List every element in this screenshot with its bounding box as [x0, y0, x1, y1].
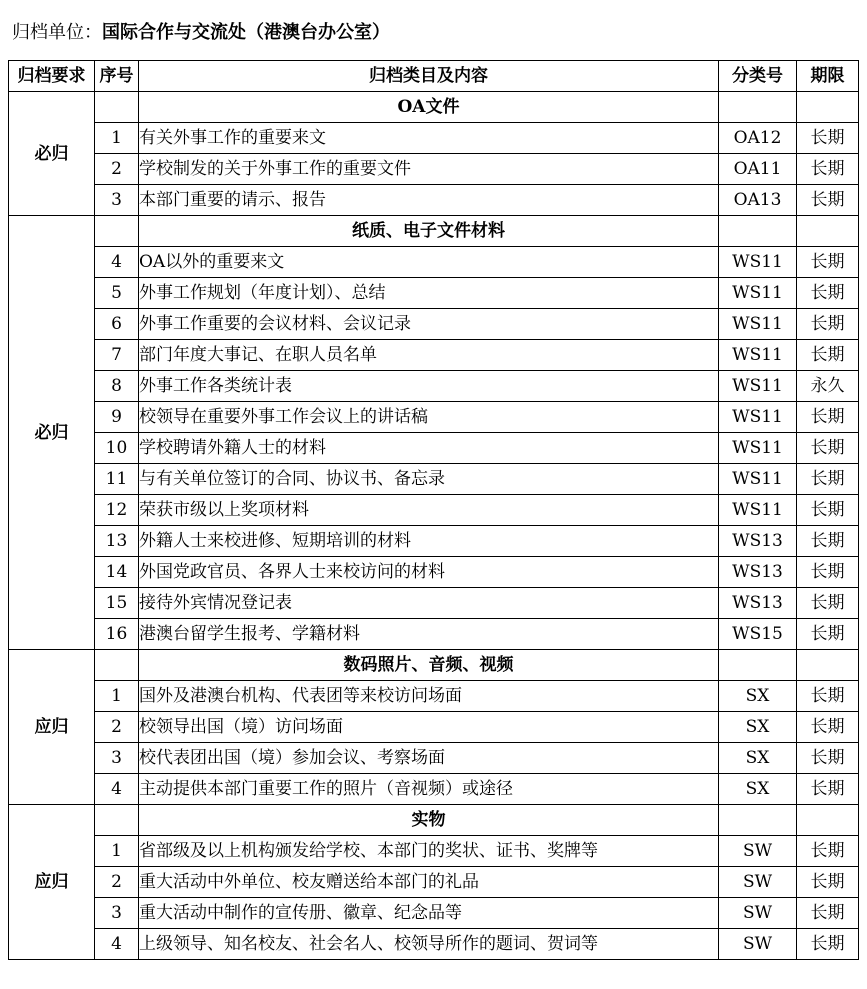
- empty-cell: [95, 92, 139, 123]
- row-period: 长期: [797, 433, 859, 464]
- table-row: [9, 340, 859, 371]
- row-number: 2: [95, 154, 139, 185]
- row-period: 长期: [797, 929, 859, 960]
- row-category-code: WS11: [719, 278, 797, 309]
- section-title-row: [9, 650, 859, 681]
- row-period: 长期: [797, 743, 859, 774]
- row-category-code: SW: [719, 836, 797, 867]
- table-row: [9, 185, 859, 216]
- row-number: 13: [95, 526, 139, 557]
- column-header-period: 期限: [797, 61, 859, 92]
- row-number: 1: [95, 681, 139, 712]
- row-number: 7: [95, 340, 139, 371]
- table-row: [9, 557, 859, 588]
- row-category-code: WS11: [719, 247, 797, 278]
- table-row: [9, 743, 859, 774]
- table-body: [9, 92, 859, 960]
- row-category-code: SX: [719, 774, 797, 805]
- archive-unit-line: [12, 20, 390, 46]
- row-number: 2: [95, 712, 139, 743]
- row-category-code: SW: [719, 929, 797, 960]
- row-content: 重大活动中制作的宣传册、徽章、纪念品等: [139, 898, 719, 929]
- row-category-code: WS11: [719, 433, 797, 464]
- row-period: 长期: [797, 867, 859, 898]
- archive-unit-name: 国际合作与交流处（港澳台办公室）: [102, 22, 390, 43]
- row-content: 外事工作规划（年度计划）、总结: [139, 278, 719, 309]
- requirement-cell: 应归: [9, 805, 95, 960]
- table-row: [9, 154, 859, 185]
- table-row: [9, 464, 859, 495]
- row-number: 12: [95, 495, 139, 526]
- row-content: 主动提供本部门重要工作的照片（音视频）或途径: [139, 774, 719, 805]
- empty-cell: [719, 216, 797, 247]
- table-row: [9, 402, 859, 433]
- row-number: 5: [95, 278, 139, 309]
- row-period: 长期: [797, 464, 859, 495]
- row-category-code: WS11: [719, 371, 797, 402]
- table-row: [9, 929, 859, 960]
- row-period: 长期: [797, 402, 859, 433]
- row-number: 15: [95, 588, 139, 619]
- section-title: 纸质、电子文件材料: [139, 216, 719, 247]
- section-title-row: [9, 216, 859, 247]
- row-period: 长期: [797, 154, 859, 185]
- empty-cell: [797, 805, 859, 836]
- row-category-code: OA12: [719, 123, 797, 154]
- table-row: [9, 712, 859, 743]
- row-number: 4: [95, 929, 139, 960]
- requirement-cell: 应归: [9, 650, 95, 805]
- row-number: 10: [95, 433, 139, 464]
- empty-cell: [719, 805, 797, 836]
- row-content: 校领导在重要外事工作会议上的讲话稿: [139, 402, 719, 433]
- row-period: 长期: [797, 619, 859, 650]
- row-number: 2: [95, 867, 139, 898]
- row-content: 校代表团出国（境）参加会议、考察场面: [139, 743, 719, 774]
- table-row: [9, 123, 859, 154]
- row-content: 荣获市级以上奖项材料: [139, 495, 719, 526]
- row-period: 长期: [797, 836, 859, 867]
- row-content: 省部级及以上机构颁发给学校、本部门的奖状、证书、奖牌等: [139, 836, 719, 867]
- row-content: 国外及港澳台机构、代表团等来校访问场面: [139, 681, 719, 712]
- row-content: 校领导出国（境）访问场面: [139, 712, 719, 743]
- table-row: [9, 526, 859, 557]
- table-row: [9, 774, 859, 805]
- row-category-code: WS13: [719, 588, 797, 619]
- table-header-row: [9, 61, 859, 92]
- empty-cell: [95, 650, 139, 681]
- section-title-row: [9, 805, 859, 836]
- row-category-code: SX: [719, 681, 797, 712]
- row-category-code: WS11: [719, 309, 797, 340]
- column-header-content: 归档类目及内容: [139, 61, 719, 92]
- row-period: 长期: [797, 774, 859, 805]
- section-title-row: [9, 92, 859, 123]
- row-period: 长期: [797, 898, 859, 929]
- row-category-code: OA11: [719, 154, 797, 185]
- row-number: 6: [95, 309, 139, 340]
- row-category-code: WS11: [719, 464, 797, 495]
- row-category-code: SW: [719, 898, 797, 929]
- row-period: 长期: [797, 526, 859, 557]
- row-period: 长期: [797, 557, 859, 588]
- table-row: [9, 619, 859, 650]
- requirement-cell: 必归: [9, 92, 95, 216]
- row-content: 上级领导、知名校友、社会名人、校领导所作的题词、贺词等: [139, 929, 719, 960]
- empty-cell: [797, 216, 859, 247]
- table-row: [9, 278, 859, 309]
- row-period: 长期: [797, 247, 859, 278]
- empty-cell: [95, 805, 139, 836]
- row-category-code: SX: [719, 712, 797, 743]
- table-row: [9, 495, 859, 526]
- row-number: 9: [95, 402, 139, 433]
- column-header-number: 序号: [95, 61, 139, 92]
- row-content: 外事工作各类统计表: [139, 371, 719, 402]
- empty-cell: [719, 92, 797, 123]
- row-period: 长期: [797, 123, 859, 154]
- requirement-cell: 必归: [9, 216, 95, 650]
- row-number: 14: [95, 557, 139, 588]
- row-content: 学校聘请外籍人士的材料: [139, 433, 719, 464]
- row-period: 长期: [797, 309, 859, 340]
- row-content: 重大活动中外单位、校友赠送给本部门的礼品: [139, 867, 719, 898]
- row-number: 3: [95, 743, 139, 774]
- row-category-code: OA13: [719, 185, 797, 216]
- row-period: 永久: [797, 371, 859, 402]
- row-content: OA以外的重要来文: [139, 247, 719, 278]
- row-period: 长期: [797, 278, 859, 309]
- row-content: 与有关单位签订的合同、协议书、备忘录: [139, 464, 719, 495]
- row-number: 3: [95, 898, 139, 929]
- row-content: 学校制发的关于外事工作的重要文件: [139, 154, 719, 185]
- table-row: [9, 588, 859, 619]
- row-category-code: WS11: [719, 402, 797, 433]
- row-content: 外籍人士来校进修、短期培训的材料: [139, 526, 719, 557]
- table-row: [9, 433, 859, 464]
- column-header-category: 分类号: [719, 61, 797, 92]
- row-content: 本部门重要的请示、报告: [139, 185, 719, 216]
- row-category-code: WS11: [719, 495, 797, 526]
- row-period: 长期: [797, 185, 859, 216]
- section-title: 实物: [139, 805, 719, 836]
- row-content: 港澳台留学生报考、学籍材料: [139, 619, 719, 650]
- row-category-code: SW: [719, 867, 797, 898]
- empty-cell: [719, 650, 797, 681]
- table-row: [9, 836, 859, 867]
- table-row: [9, 309, 859, 340]
- row-number: 4: [95, 774, 139, 805]
- row-number: 1: [95, 836, 139, 867]
- section-title: 数码照片、音频、视频: [139, 650, 719, 681]
- row-category-code: WS13: [719, 557, 797, 588]
- table-row: [9, 898, 859, 929]
- column-header-requirement: 归档要求: [9, 61, 95, 92]
- empty-cell: [797, 650, 859, 681]
- table-row: [9, 371, 859, 402]
- row-period: 长期: [797, 495, 859, 526]
- row-content: 有关外事工作的重要来文: [139, 123, 719, 154]
- row-content: 部门年度大事记、在职人员名单: [139, 340, 719, 371]
- archive-table: [8, 60, 859, 960]
- row-number: 16: [95, 619, 139, 650]
- row-period: 长期: [797, 712, 859, 743]
- row-content: 外事工作重要的会议材料、会议记录: [139, 309, 719, 340]
- archive-unit-label: 归档单位：: [12, 22, 102, 43]
- table-row: [9, 247, 859, 278]
- row-category-code: WS13: [719, 526, 797, 557]
- section-title: OA文件: [139, 92, 719, 123]
- empty-cell: [797, 92, 859, 123]
- row-category-code: SX: [719, 743, 797, 774]
- row-content: 外国党政官员、各界人士来校访问的材料: [139, 557, 719, 588]
- table-row: [9, 681, 859, 712]
- row-period: 长期: [797, 588, 859, 619]
- row-period: 长期: [797, 340, 859, 371]
- row-number: 3: [95, 185, 139, 216]
- row-category-code: WS11: [719, 340, 797, 371]
- table-row: [9, 867, 859, 898]
- row-number: 8: [95, 371, 139, 402]
- row-number: 4: [95, 247, 139, 278]
- empty-cell: [95, 216, 139, 247]
- row-number: 1: [95, 123, 139, 154]
- row-content: 接待外宾情况登记表: [139, 588, 719, 619]
- row-category-code: WS15: [719, 619, 797, 650]
- row-number: 11: [95, 464, 139, 495]
- row-period: 长期: [797, 681, 859, 712]
